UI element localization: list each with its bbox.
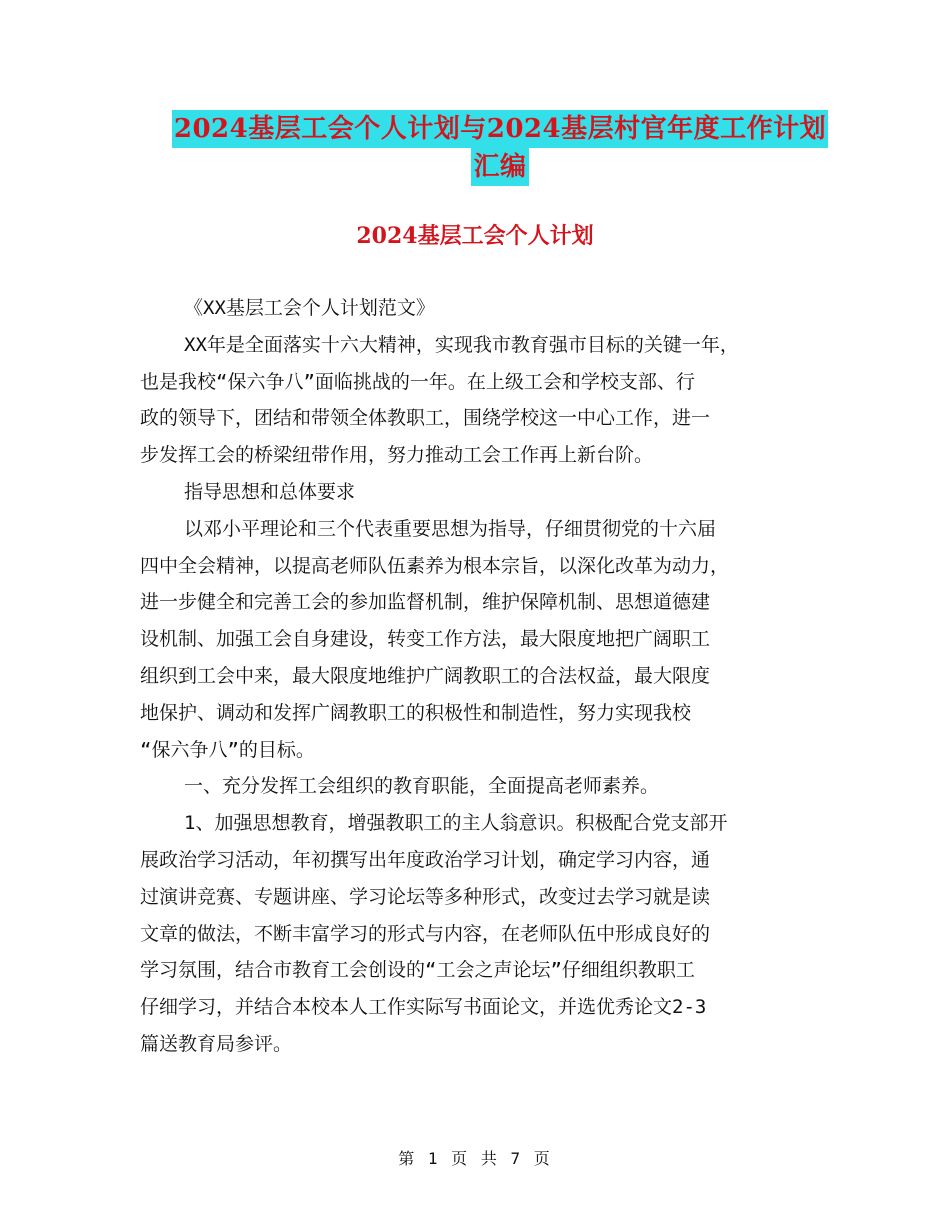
- paragraph-line: 学习氛围，结合市教育工会创设的“工会之声论坛”仔细组织教职工: [140, 959, 695, 982]
- paragraph-line: 仔细学习，并结合本校本人工作实际写书面论文，并选优秀论文2-3: [140, 996, 707, 1019]
- paragraph-line: 也是我校“保六争八”面临挑战的一年。在上级工会和学校支部、行: [140, 370, 695, 393]
- paragraph: [140, 327, 810, 474]
- paragraph-line: 步发挥工会的桥梁纽带作用，努力推动工会工作再上新台阶。: [140, 444, 654, 467]
- paragraph-line: 以邓小平理论和三个代表重要思想为指导，仔细贯彻党的十六届: [184, 517, 717, 540]
- paragraph-line: 一、充分发挥工会组织的教育职能，全面提高老师素养。: [184, 775, 660, 798]
- paragraph-line: 过演讲竞赛、专题讲座、学习论坛等多种形式，改变过去学习就是读: [140, 885, 711, 908]
- paragraph-line: 《XX基层工会个人计划范文》: [184, 297, 435, 319]
- title-line-2: 汇编: [471, 148, 528, 186]
- paragraph-line: 文章的做法，不断丰富学习的形式与内容，在老师队伍中形成良好的: [140, 922, 711, 945]
- paragraph-line: 篇送教育局参评。: [140, 1032, 293, 1055]
- paragraph-line: 四中全会精神，以提高老师队伍素养为根本宗旨，以深化改革为动力，: [140, 554, 730, 577]
- document-title: [130, 110, 870, 186]
- section-title: 2024基层工会个人计划: [356, 223, 594, 249]
- paragraph-line: XX年是全面落实十六大精神，实现我市教育强市目标的关键一年，: [184, 333, 739, 356]
- paragraph-line: 展政治学习活动，年初撰写出年度政治学习计划，确定学习内容，通: [140, 848, 711, 871]
- paragraph: [140, 290, 810, 327]
- paragraph-line: 政的领导下，团结和带领全体教职工，围绕学校这一中心工作，进一: [140, 407, 711, 430]
- paragraph-line: 指导思想和总体要求: [184, 480, 356, 503]
- paragraph-line: 1、加强思想教育，增强教职工的主人翁意识。积极配合党支部开: [184, 812, 728, 835]
- page-footer: 第 1 页 共 7 页: [398, 1149, 552, 1168]
- paragraph-line: “保六争八”的目标。: [140, 738, 315, 761]
- paragraph: [140, 511, 810, 769]
- paragraph: [140, 805, 810, 1063]
- title-line-1: 2024基层工会个人计划与2024基层村官年度工作计划: [172, 110, 828, 148]
- paragraph-line: 地保护、调动和发挥广阔教职工的积极性和制造性，努力实现我校: [140, 701, 692, 724]
- document-body: [140, 290, 810, 1063]
- paragraph-line: 进一步健全和完善工会的参加监督机制，维护保障机制、思想道德建: [140, 591, 711, 614]
- paragraph-line: 组织到工会中来，最大限度地维护广阔教职工的合法权益，最大限度: [140, 664, 711, 687]
- paragraph: [140, 768, 810, 805]
- paragraph-line: 设机制、加强工会自身建设，转变工作方法，最大限度地把广阔职工: [140, 628, 711, 651]
- paragraph: [140, 474, 810, 511]
